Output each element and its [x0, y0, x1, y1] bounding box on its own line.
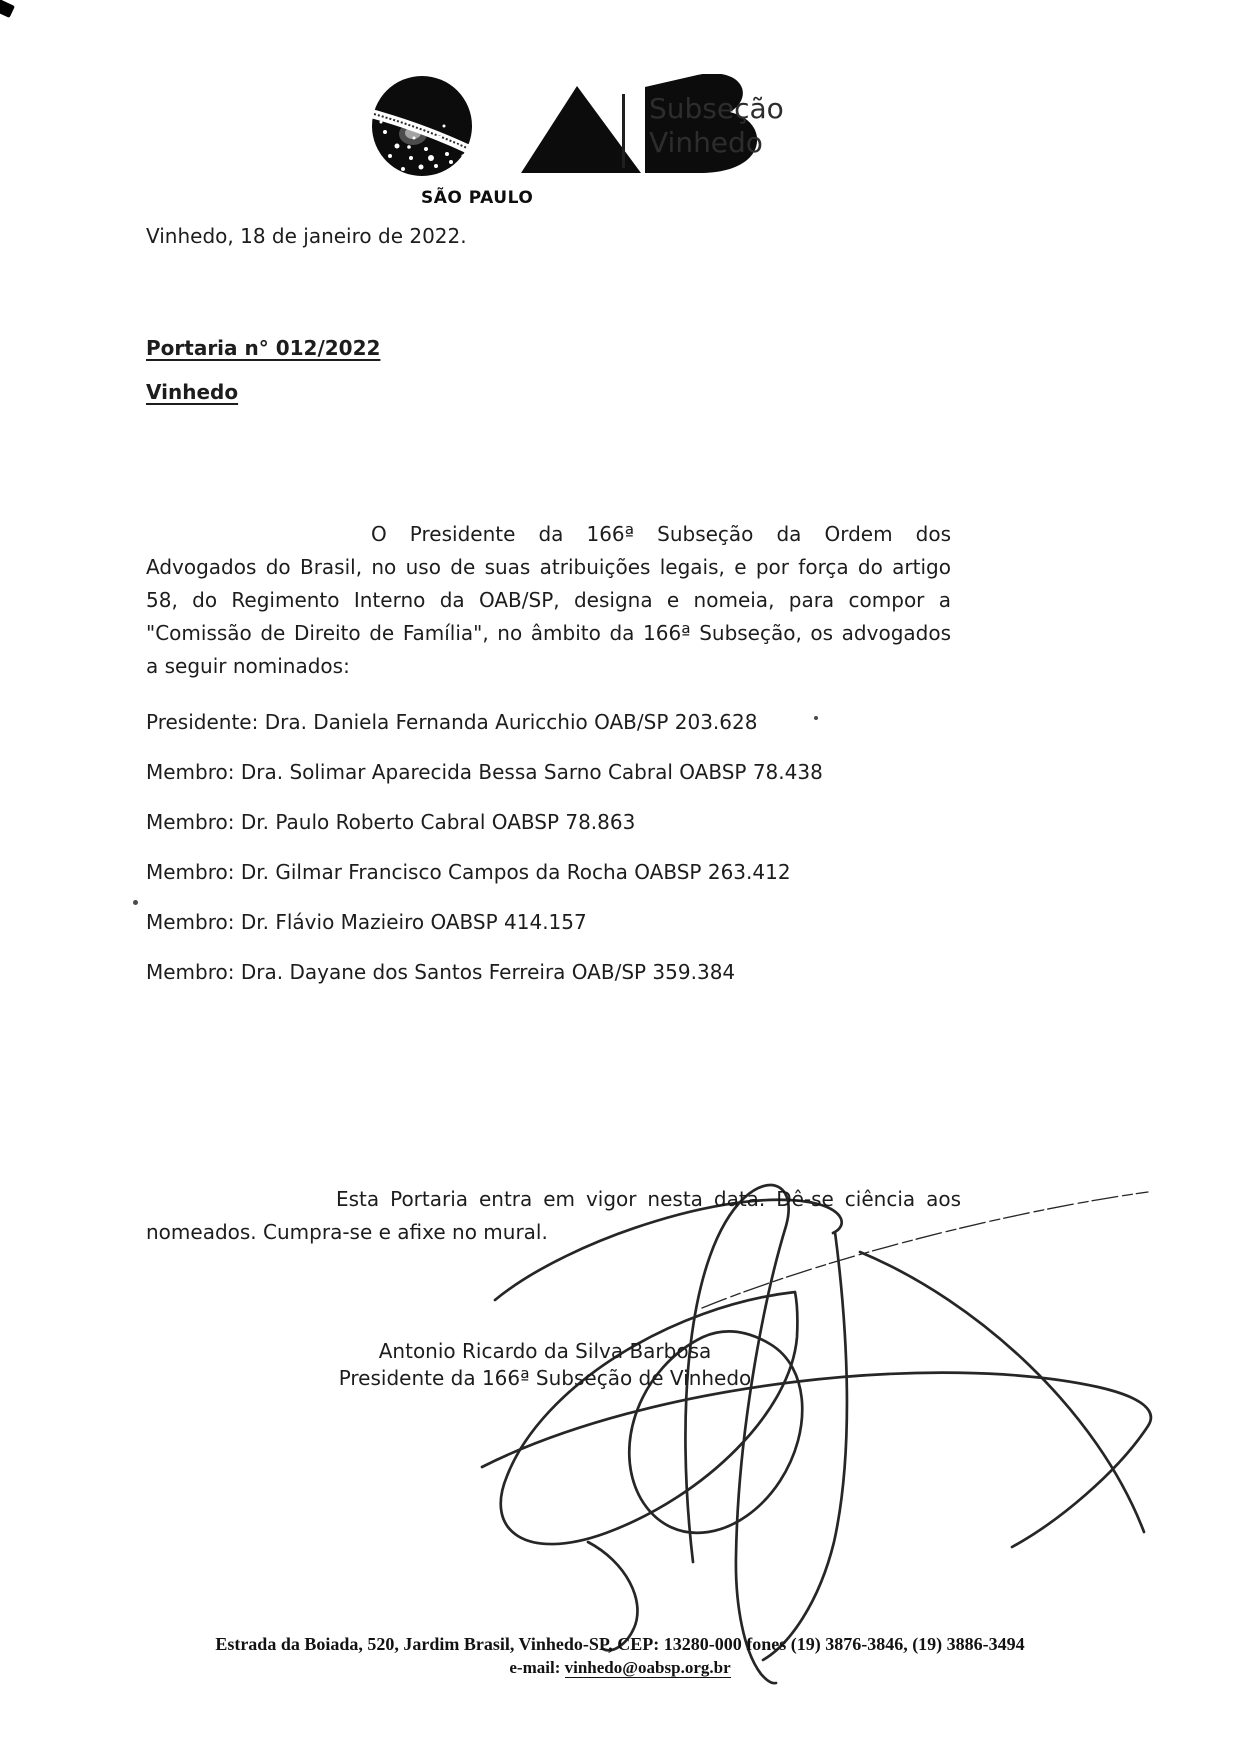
footer-email-label: e-mail:	[509, 1658, 561, 1677]
members-list	[146, 710, 823, 1010]
footer-email-link[interactable]: vinhedo@oabsp.org.br	[564, 1658, 731, 1677]
footer-email-line	[0, 1656, 1240, 1680]
globe-icon	[372, 76, 472, 176]
member-line: Membro: Dr. Gilmar Francisco Campos da Rocha OABSP 263.412	[146, 860, 791, 884]
signatory-name: Antonio Ricardo da Silva Barbosa	[378, 1339, 712, 1363]
logo-region-label: SÃO PAULO	[421, 188, 534, 208]
unit-line-2: Vinhedo	[649, 126, 763, 159]
paragraph-line: 58, do Regimento Interno da OAB/SP, designa e nomeia, para compor a	[146, 588, 951, 612]
paragraph-line: a seguir nominados:	[146, 654, 350, 678]
dateline: Vinhedo, 18 de janeiro de 2022.	[146, 224, 467, 248]
signatory-block	[300, 1338, 790, 1392]
scan-artifact-dot	[133, 900, 138, 905]
footer	[0, 1632, 1240, 1680]
paragraph-line: Esta Portaria entra em vigor nesta data. Dê-se ciência aos	[336, 1187, 961, 1211]
paragraph-line: nomeados. Cumpra-se e afixe no mural.	[146, 1220, 548, 1244]
opening-paragraph	[146, 518, 951, 683]
member-line-president: Presidente: Dra. Daniela Fernanda Auricchio OAB/SP 203.628	[146, 710, 758, 734]
member-line: Membro: Dra. Dayane dos Santos Ferreira OAB/SP 359.384	[146, 960, 736, 984]
letterhead-divider	[622, 94, 625, 168]
member-line: Membro: Dr. Flávio Mazieiro OABSP 414.157	[146, 910, 587, 934]
letterhead-unit-name	[649, 92, 784, 160]
paragraph-line: O Presidente da 166ª Subseção da Ordem dos	[371, 522, 951, 546]
paragraph-line: "Comissão de Direito de Família", no âmbito da 166ª Subseção, os advogados	[146, 621, 951, 645]
member-line: Membro: Dra. Solimar Aparecida Bessa Sarno Cabral OABSP 78.438	[146, 760, 823, 784]
city-heading: Vinhedo	[146, 380, 239, 404]
signatory-role: Presidente da 166ª Subseção de Vinhedo	[338, 1366, 752, 1390]
unit-line-1: Subseção	[649, 92, 784, 125]
footer-address: Estrada da Boiada, 520, Jardim Brasil, Vinhedo-SP, CEP: 13280-000 fones (19) 3876-3846, (19) 3886-3494	[215, 1634, 1025, 1654]
portaria-number-heading: Portaria n° 012/2022	[146, 336, 381, 360]
member-line: Membro: Dr. Paulo Roberto Cabral OABSP 78.863	[146, 810, 636, 834]
scan-artifact-corner	[0, 0, 15, 18]
paragraph-line: Advogados do Brasil, no uso de suas atribuições legais, e por força do artigo	[146, 555, 951, 579]
